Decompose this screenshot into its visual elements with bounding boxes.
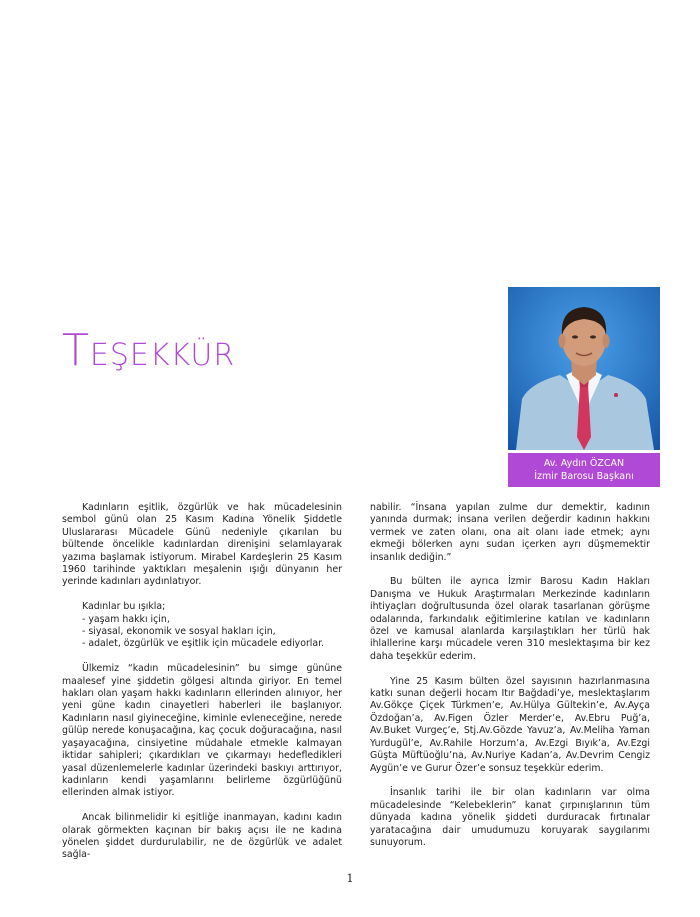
title-initial: T	[62, 325, 90, 376]
paragraph: Ülkemiz “kadın mücadelesinin” bu simge gününe maalesef yine şiddetin gölgesi altında giriyor. En temel hakları olan yaşam hakkı kadınların ellerinden alınıyor, her yeni güne kadın cinayetleri haberleri ile başlanıyor. Kadınların nasıl giyineceğine, kiminle evleneceğine, nerede gülüp nerede konuşacağına, kaç çocuk doğuracağına, nasıl yaşayacağına, cinsiyetine müdahale etmekle kalmayan iktidar sahipleri; çıkardıkları ve çıkarmayı hedefledikleri yasal düzenlemelerle kadınlar üzerindeki baskıyı arttırıyor, kadınların kendi yaşamlarını belirleme özgürlüğünü ellerinden almak istiyor.	[62, 663, 342, 799]
page-title	[62, 325, 235, 376]
caption-role: İzmir Barosu Başkanı	[534, 471, 634, 482]
photo-caption	[508, 453, 660, 487]
paragraph: Bu bülten ile ayrıca İzmir Barosu Kadın Hakları Danışma ve Hukuk Araştırmaları Merkezinde kadınların ihtiyaçları doğrultusunda özel olarak tasarlanan görüşme odalarında, farkındalık eğitimlerine katılan ve kadınların özel ve kamusal alanlarda karşılaştıkları her türlü hak ihlallerine karşı mücadele veren 310 meslektaşıma bir kez daha teşekkür ederim.	[370, 576, 650, 662]
list-item: - adalet, özgürlük ve eşitlik için mücadele ediyorlar.	[82, 638, 325, 650]
portrait-photo	[508, 287, 660, 450]
rights-list	[62, 614, 342, 651]
right-column	[370, 502, 650, 849]
paragraph: Ancak bilinmelidir ki eşitliğe inanmayan, kadını kadın olarak görmekten kaçınan bir bakış açısı ile ne kadına yönelen şiddet durdurulabilir, ne de özgürlük ve adalet sağla-	[62, 812, 342, 861]
title-rest: EŞEKKÜR	[89, 338, 236, 373]
paragraph: Yine 25 Kasım bülten özel sayısının hazırlanmasına katkı sunan değerli hocam Itır Bağdadi’ye, meslektaşlarım Av.Gökçe Çiçek Türkmen’e, Av.Hülya Gültekin’e, Av.Ayça Özdoğan’a, Av.Figen Özler Merder’e, Av.Ebru Puğ’a, Av.Buket Vurgeç’e, Stj.Av.Gözde Yavuz’a, Av.Meliha Yaman Yurdugül’e, Av.Rahile Horzum’a, Av.Ezgi Bıyık’a, Av.Ezgi Güşta Müftüoğlu’na, Av.Nuriye Kadan’a, Av.Devrim Cengiz Aygün’e ve Gurur Özer’e sonsuz teşekkür ederim.	[370, 675, 650, 774]
portrait-photo-icon	[508, 287, 660, 450]
paragraph: İnsanlık tarihi ile bir olan kadınların var olma mücadelesinde “Kelebeklerin” kanat çırpınışlarının tüm dünyada kadına yönelik şiddeti durduracak fırtınalar yaratacağına dair umudumuzu koruyarak saygılarımı sunuyorum.	[370, 787, 650, 848]
list-item: - yaşam hakkı için,	[82, 613, 170, 625]
left-column	[62, 502, 342, 862]
caption-name: Av. Aydın ÖZCAN	[543, 458, 625, 469]
list-intro: Kadınlar bu ışıkla;	[82, 601, 166, 613]
page-number: 1	[346, 872, 354, 885]
paragraph: Kadınların eşitlik, özgürlük ve hak mücadelesinin sembol günü olan 25 Kasım Kadına Yönelik Şiddetle Uluslararası Mücadele Günü nedeniyle çıkarılan bu bültende öncelikle kadınlardan direnişini selamlayarak yazıma başlamak istiyorum. Mirabel Kardeşlerin 25 Kasım 1960 tarihinde yaktıkları meşalenin ışığı dünyanın her yerinde kadınları aydınlatıyor.	[62, 502, 342, 588]
paragraph: nabilir. “İnsana yapılan zulme dur demektir, kadının yanında durmak; insana verilen değerdir kadının hakkını vermek ve zaten olanı, ona ait olanı iade etmek; aynı ekmeği bölerken aynı sudan içerken ayrı düşmemektir insanlık dediğin.”	[370, 502, 650, 563]
list-item: - siyasal, ekonomik ve sosyal hakları için,	[82, 626, 276, 638]
